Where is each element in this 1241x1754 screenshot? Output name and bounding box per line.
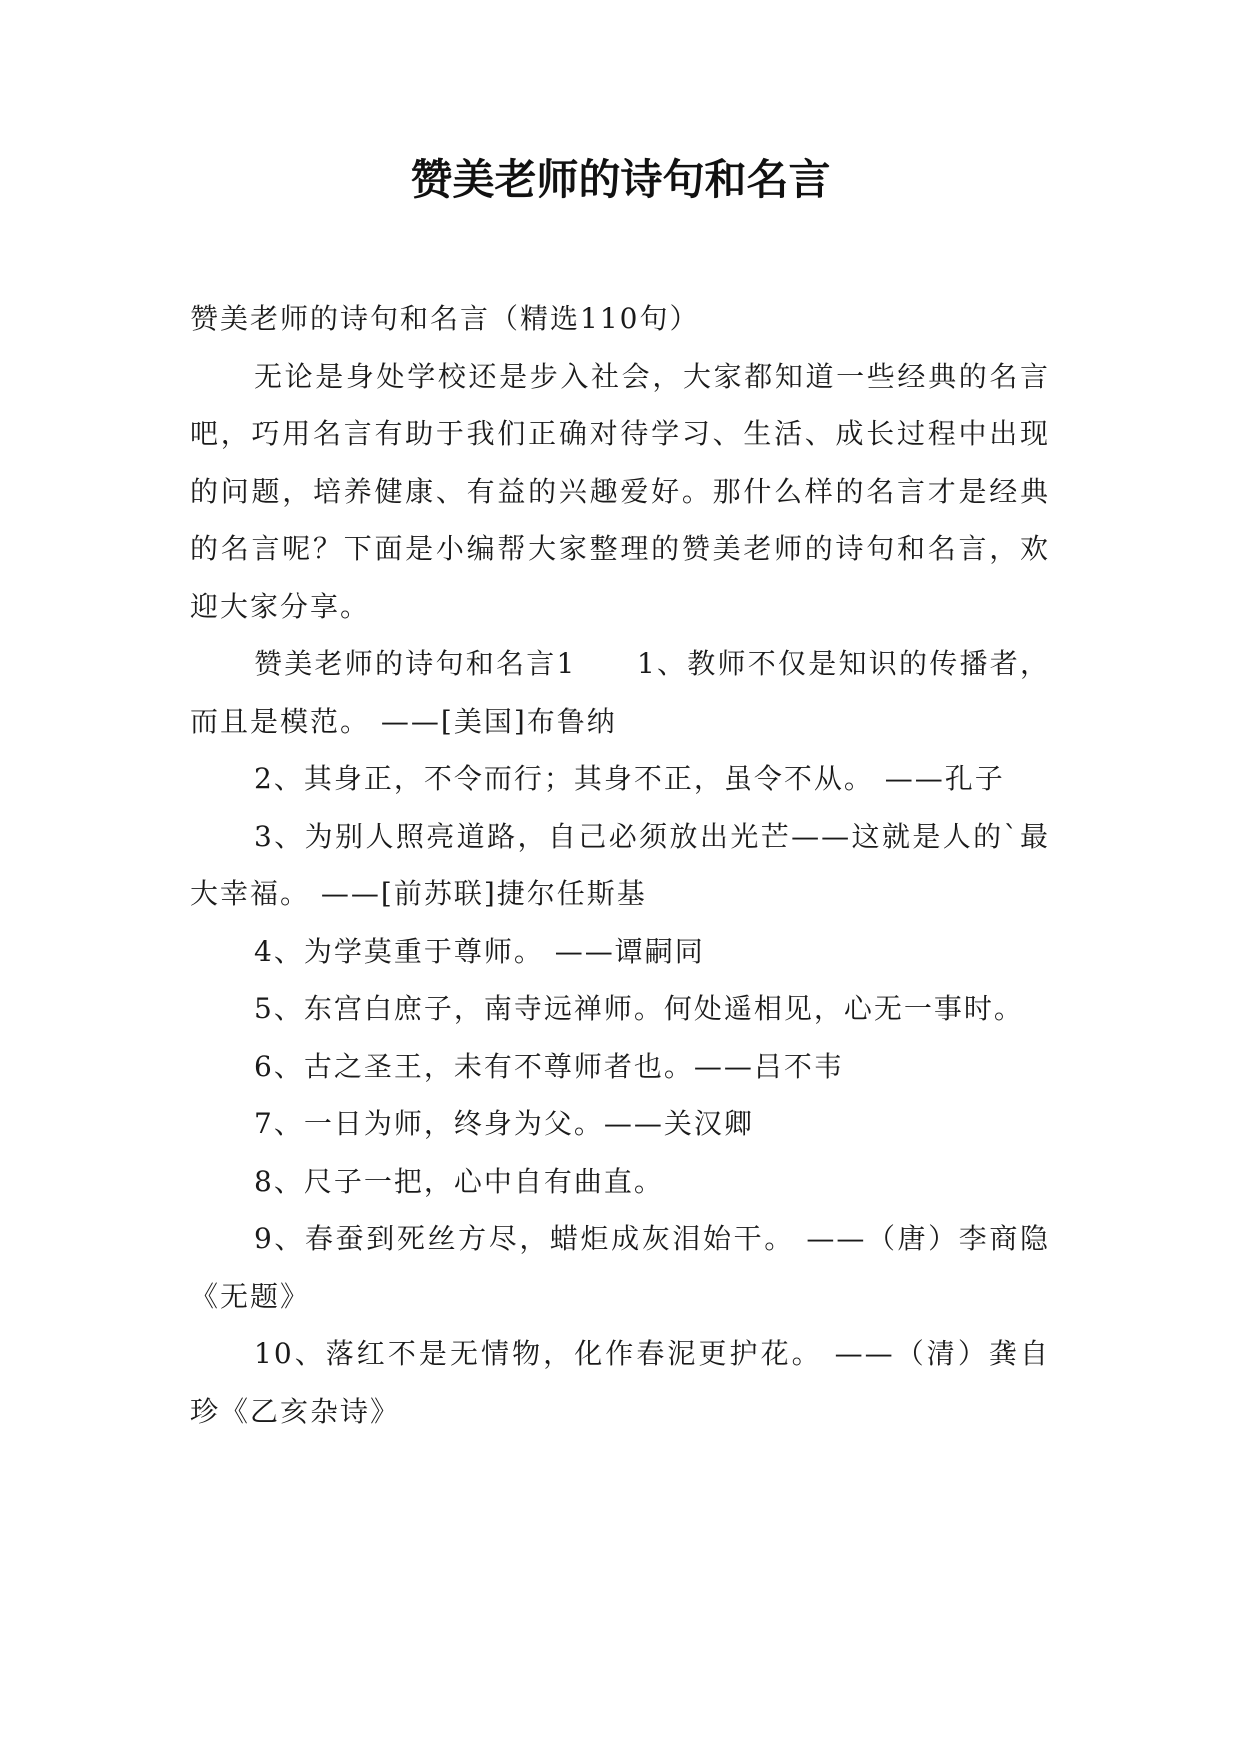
quote-item-5: 5、东宫白庶子，南寺远禅师。何处遥相见，心无一事时。 xyxy=(254,992,1024,1025)
quote-item-10: 10、落红不是无情物，化作春泥更护花。 ——（清）龚自珍《乙亥杂诗》 xyxy=(190,1337,1050,1428)
quote-item-6: 6、古之圣王，未有不尊师者也。——吕不韦 xyxy=(254,1049,844,1083)
document-body xyxy=(190,290,1050,1440)
quote-item-4: 4、为学莫重于尊师。 ——谭嗣同 xyxy=(254,934,705,968)
quote-item-7: 7、一日为师，终身为父。——关汉卿 xyxy=(254,1107,754,1140)
paragraph-intro: 无论是身处学校还是步入社会，大家都知道一些经典的名言吧，巧用名言有助于我们正确对待学习、生活、成长过程中出现的问题，培养健康、有益的兴趣爱好。那什么样的名言才是经典的名言呢？下面是小编帮大家整理的赞美老师的诗句和名言，欢迎大家分享。 xyxy=(190,359,1050,623)
quote-item-3: 3、为别人照亮道路，自己必须放出光芒——这就是人的`最大幸福。 ——[前苏联]捷尔任斯基 xyxy=(190,819,1050,910)
quote-item-8: 8、尺子一把，心中自有曲直。 xyxy=(254,1164,664,1198)
paragraph-intro-heading: 赞美老师的诗句和名言（精选110句） xyxy=(190,302,700,335)
quote-item-1: 赞美老师的诗句和名言1 1、教师不仅是知识的传播者，而且是模范。 ——[美国]布鲁纳 xyxy=(190,647,1050,738)
document-title: 赞美老师的诗句和名言 xyxy=(410,155,831,204)
quote-item-9: 9、春蚕到死丝方尽，蜡炬成灰泪始干。 ——（唐）李商隐《无题》 xyxy=(190,1222,1050,1313)
quote-item-2: 2、其身正，不令而行；其身不正，虽令不从。 ——孔子 xyxy=(254,762,1005,795)
